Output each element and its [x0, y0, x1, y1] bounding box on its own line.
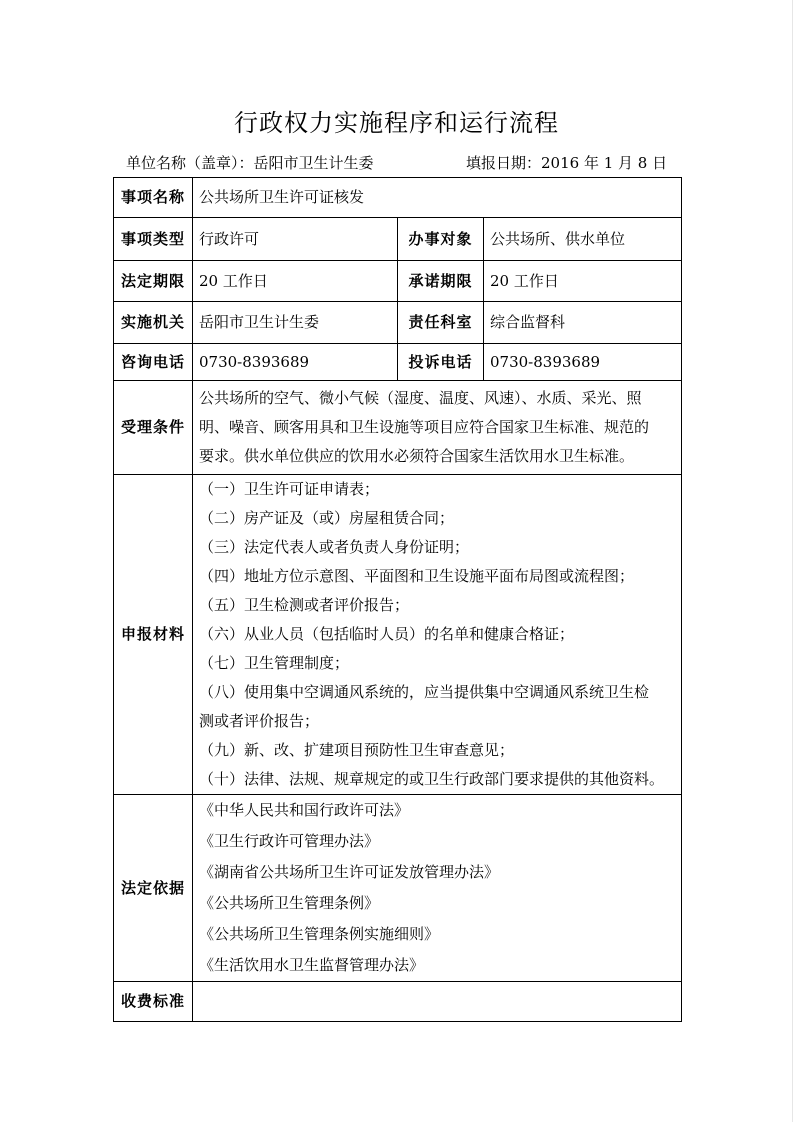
fee-value — [193, 982, 682, 1022]
promised-deadline-label: 承诺期限 — [398, 261, 484, 302]
conditions-label: 受理条件 — [114, 381, 193, 475]
agency-value: 岳阳市卫生计生委 — [193, 302, 398, 344]
conditions-line: 公共场所的空气、微小气候（湿度、温度、风速）、水质、采光、照 — [199, 389, 642, 407]
materials-line: （五）卫生检测或者评价报告； — [199, 596, 410, 614]
materials-line: （九）新、改、扩建项目预防性卫生审查意见； — [199, 741, 515, 759]
consult-phone-value: 0730-8393689 — [193, 344, 398, 381]
fee-label: 收费标准 — [114, 982, 193, 1022]
complaint-phone-value: 0730-8393689 — [484, 344, 682, 381]
legal-basis-line: 《卫生行政许可管理办法》 — [199, 832, 380, 850]
conditions-line: 明、噪音、顾客用具和卫生设施等项目应符合国家卫生标准、规范的 — [199, 418, 650, 436]
legal-deadline-value: 20 工作日 — [193, 261, 398, 302]
legal-basis-line: 《中华人民共和国行政许可法》 — [199, 801, 410, 819]
row-fee — [114, 982, 682, 1022]
process-form-table — [113, 177, 682, 1022]
row-phone — [114, 344, 682, 381]
legal-basis-line: 《公共场所卫生管理条例实施细则》 — [199, 925, 440, 943]
legal-deadline-label: 法定期限 — [114, 261, 193, 302]
legal-basis-label: 法定依据 — [114, 795, 193, 982]
agency-label: 实施机关 — [114, 302, 193, 344]
materials-line: （三）法定代表人或者负责人身份证明； — [199, 538, 470, 556]
item-type-label: 事项类型 — [114, 218, 193, 261]
fill-date: 填报日期：2016 年 1 月 8 日 — [466, 154, 668, 172]
materials-line: （十）法律、法规、规章规定的或卫生行政部门要求提供的其他资料。 — [199, 770, 665, 788]
department-label: 责任科室 — [398, 302, 484, 344]
item-name-value: 公共场所卫生许可证核发 — [193, 178, 682, 218]
legal-basis-line: 《湖南省公共场所卫生许可证发放管理办法》 — [199, 863, 500, 881]
materials-label: 申报材料 — [114, 475, 193, 795]
conditions-value — [193, 381, 682, 475]
item-name-label: 事项名称 — [114, 178, 193, 218]
legal-basis-line: 《公共场所卫生管理条例》 — [199, 894, 380, 912]
legal-basis-line: 《生活饮用水卫生监督管理办法》 — [199, 956, 425, 974]
row-item-type — [114, 218, 682, 261]
row-materials — [114, 475, 682, 795]
materials-line: （四）地址方位示意图、平面图和卫生设施平面布局图或流程图； — [199, 567, 635, 585]
target-value: 公共场所、供水单位 — [484, 218, 682, 261]
materials-line: （二）房产证及（或）房屋租赁合同； — [199, 509, 455, 527]
materials-line: （八）使用集中空调通风系统的，应当提供集中空调通风系统卫生检 — [199, 683, 650, 701]
row-deadline — [114, 261, 682, 302]
unit-name: 单位名称（盖章）：岳阳市卫生计生委 — [126, 154, 374, 172]
materials-line: 测或者评价报告； — [199, 712, 320, 730]
legal-basis-value — [193, 795, 682, 982]
materials-line: （七）卫生管理制度； — [199, 654, 350, 672]
page-title: 行政权力实施程序和运行流程 — [234, 109, 559, 137]
row-legal-basis — [114, 795, 682, 982]
row-item-name — [114, 178, 682, 218]
conditions-line: 要求。供水单位供应的饮用水必须符合国家生活饮用水卫生标准。 — [199, 447, 635, 465]
consult-phone-label: 咨询电话 — [114, 344, 193, 381]
row-conditions — [114, 381, 682, 475]
complaint-phone-label: 投诉电话 — [398, 344, 484, 381]
materials-line: （一）卫生许可证申请表； — [199, 480, 380, 498]
target-label: 办事对象 — [398, 218, 484, 261]
materials-line: （六）从业人员（包括临时人员）的名单和健康合格证； — [199, 625, 575, 643]
item-type-value: 行政许可 — [193, 218, 398, 261]
promised-deadline-value: 20 工作日 — [484, 261, 682, 302]
materials-value — [193, 475, 682, 795]
department-value: 综合监督科 — [484, 302, 682, 344]
row-agency — [114, 302, 682, 344]
